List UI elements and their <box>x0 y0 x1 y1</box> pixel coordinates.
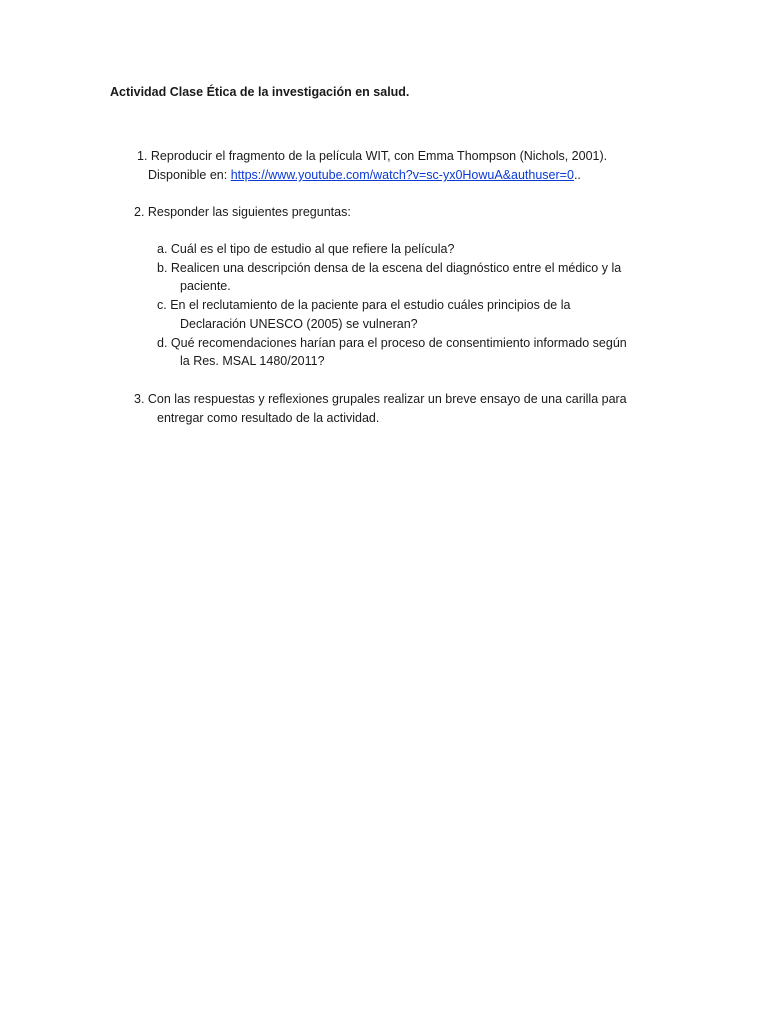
item-1-line-2 <box>148 166 581 185</box>
item-3-line-2: entregar como resultado de la actividad. <box>157 411 380 425</box>
item-2-line-1: 2. Responder las siguientes preguntas: <box>134 205 351 219</box>
question-d-line-2: la Res. MSAL 1480/2011? <box>180 354 325 368</box>
question-a-line-1: a. Cuál es el tipo de estudio al que refiere la película? <box>157 242 455 256</box>
item-1-suffix: .. <box>573 168 581 182</box>
question-b-line-2: paciente. <box>180 279 231 293</box>
item-1-available-label: Disponible en: <box>148 168 231 182</box>
question-d-line-1: d. Qué recomendaciones harían para el proceso de consentimiento informado según <box>157 336 627 350</box>
item-1-line-1: 1. Reproducir el fragmento de la película WIT, con Emma Thompson (Nichols, 2001). <box>137 149 608 163</box>
youtube-link[interactable]: https://www.youtube.com/watch?v=sc-yx0HowuA&authuser=0 <box>230 168 574 182</box>
question-c-line-1: c. En el reclutamiento de la paciente para el estudio cuáles principios de la <box>157 298 571 312</box>
item-3-line-1: 3. Con las respuestas y reflexiones grupales realizar un breve ensayo de una carilla para <box>134 392 627 406</box>
question-b-line-1: b. Realicen una descripción densa de la escena del diagnóstico entre el médico y la <box>157 261 622 275</box>
question-c-line-2: Declaración UNESCO (2005) se vulneran? <box>180 317 418 331</box>
document-title: Actividad Clase Ética de la investigación en salud. <box>110 85 410 99</box>
